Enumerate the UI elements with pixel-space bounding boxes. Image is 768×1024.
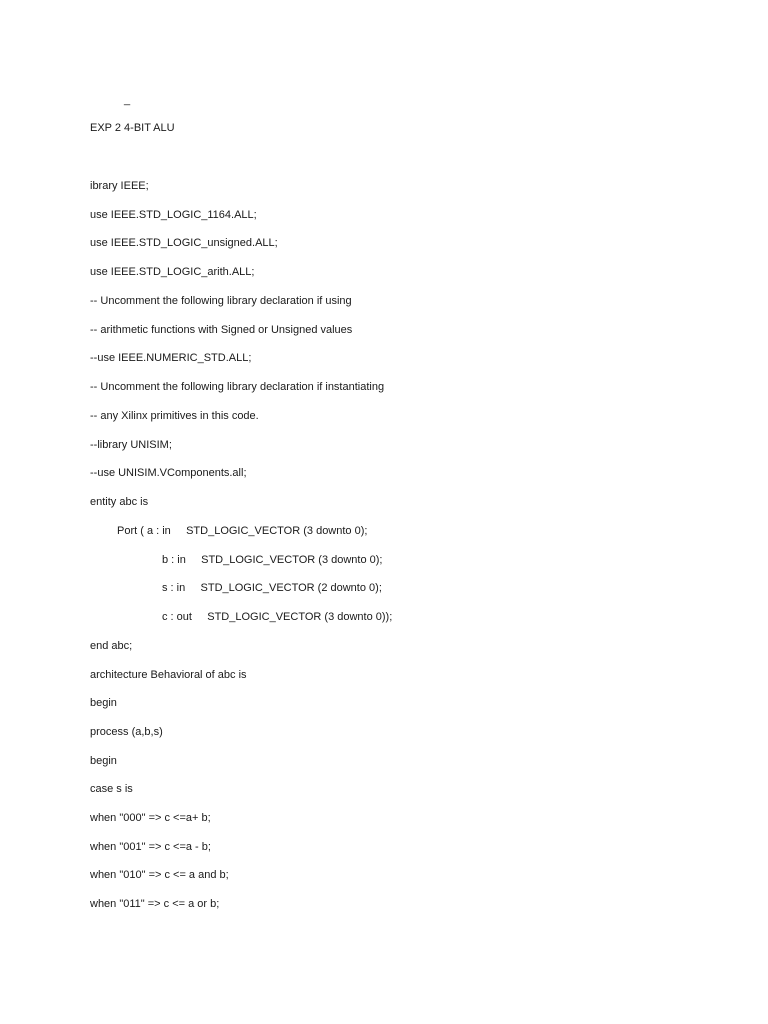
code-line: use IEEE.STD_LOGIC_arith.ALL; bbox=[90, 266, 255, 278]
code-line: end abc; bbox=[90, 640, 133, 652]
port-line: c : out STD_LOGIC_VECTOR (3 downto 0)); bbox=[162, 611, 393, 623]
code-line: architecture Behavioral of abc is bbox=[90, 669, 247, 681]
port-line: b : in STD_LOGIC_VECTOR (3 downto 0); bbox=[162, 554, 383, 566]
code-line: when "010" => c <= a and b; bbox=[90, 869, 229, 881]
port-line: Port ( a : in STD_LOGIC_VECTOR (3 downto 0); bbox=[117, 525, 368, 537]
marker-text: _ bbox=[124, 94, 131, 106]
code-line: when "000" => c <=a+ b; bbox=[90, 812, 211, 824]
code-line: case s is bbox=[90, 783, 133, 795]
comment-line: -- Uncomment the following library declaration if using bbox=[90, 295, 352, 307]
comment-line: -- any Xilinx primitives in this code. bbox=[90, 410, 259, 422]
comment-line: -- Uncomment the following library declaration if instantiating bbox=[90, 381, 385, 393]
code-line: use IEEE.STD_LOGIC_1164.ALL; bbox=[90, 209, 257, 221]
comment-line: --use UNISIM.VComponents.all; bbox=[90, 467, 247, 479]
code-line: when "001" => c <=a - b; bbox=[90, 841, 211, 853]
comment-line: --library UNISIM; bbox=[90, 439, 172, 451]
code-line: entity abc is bbox=[90, 496, 149, 508]
comment-line: -- arithmetic functions with Signed or Unsigned values bbox=[90, 324, 353, 336]
comment-line: --use IEEE.NUMERIC_STD.ALL; bbox=[90, 352, 252, 364]
code-line: when "011" => c <= a or b; bbox=[90, 898, 220, 910]
code-line: ibrary IEEE; bbox=[90, 180, 149, 192]
code-line: use IEEE.STD_LOGIC_unsigned.ALL; bbox=[90, 237, 278, 249]
code-line: begin bbox=[90, 755, 117, 767]
code-line: process (a,b,s) bbox=[90, 726, 163, 738]
code-line: begin bbox=[90, 697, 117, 709]
port-line: s : in STD_LOGIC_VECTOR (2 downto 0); bbox=[162, 582, 382, 594]
document-title: EXP 2 4-BIT ALU bbox=[90, 122, 175, 134]
